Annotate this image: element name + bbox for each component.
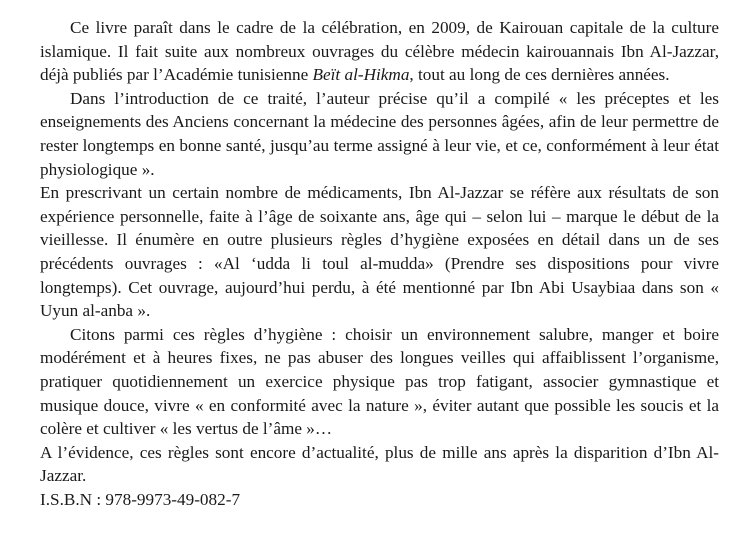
paragraph-conclusion: A l’évidence, ces règles sont encore d’actualité, plus de mille ans après la disparition d’Ibn Al-Jazzar. xyxy=(40,442,719,486)
paragraph-intro-text: Ce livre paraît dans le cadre de la célébration, en 2009, de Kairouan capitale de la culture islamique. Il fait suite aux nombreux ouvrages du célèbre médecin kairouannais Ibn Al-Jazzar, déjà publiés par l’Académie tunisienne xyxy=(40,18,719,85)
paragraph-medications: En prescrivant un certain nombre de médicaments, Ibn Al-Jazzar se réfère aux résultats de son expérience personnelle, faite à l’âge de soixante ans, âge qui – selon lui – marque le début de la vieillesse. Il énumère en outre plusieurs règles d’hygiène exposées en détail dans un de ses précédents ouvrages : «Al ‘udda li toul al-mudda» (Prendre ses dispositions pour vivre longtemps). Cet ouvrage, aujourd’hui perdu, à été mentionné par Ibn Abi Usaybiaa dans son « Uyun al-anba ». xyxy=(40,183,719,321)
paragraph-intro xyxy=(40,16,719,87)
isbn-line: I.S.B.N : 978-9973-49-082-7 xyxy=(40,489,241,509)
academy-name: Beït al-Hikma xyxy=(312,65,410,85)
document-body xyxy=(40,16,719,511)
paragraph-introduction-quote: Dans l’introduction de ce traité, l’auteur précise qu’il a compilé « les préceptes et les enseignements des Anciens concernant la médecine des personnes âgées, afin de leur permettre de rester longtemps en bonne santé, jusqu’au terme assigné à leur vie, et ce, conformément à leur état physiologique ». xyxy=(40,88,719,179)
paragraph-intro-end: , tout au long de ces dernières années. xyxy=(409,65,670,85)
paragraph-hygiene-rules: Citons parmi ces règles d’hygiène : choisir un environnement salubre, manger et boire modérément et à heures fixes, ne pas abuser des longues veilles qui affaiblissent l’organisme, pratiquer quotidiennement un exercice physique pas trop fatigant, associer gymnastique et musique douce, vivre « en conformité avec la nature », éviter autant que possible les soucis et la colère et cultiver « les vertus de l’âme »… xyxy=(40,324,719,439)
